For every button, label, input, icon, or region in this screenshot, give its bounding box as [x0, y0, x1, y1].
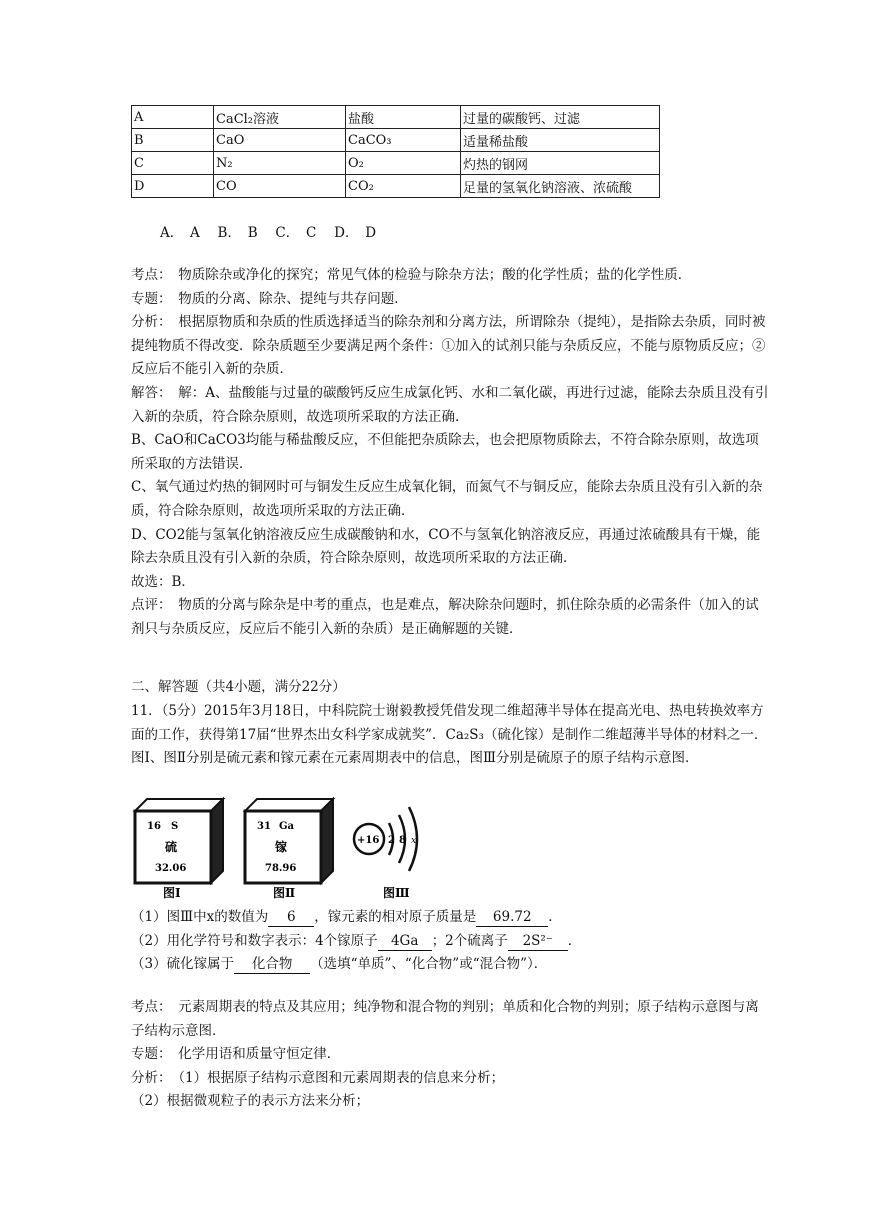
q11-zhuanti-text: 化学用语和质量守恒定律．	[178, 1046, 341, 1063]
q11-fenxi-label: 分析：	[131, 1069, 165, 1086]
p2-answer-1: 4Ga	[378, 932, 432, 951]
jieda-d-text: D、CO2能与氢氧化钠溶液反应生成碳酸钠和水，CO不与氢氧化钠溶液反应，再通过浓硫酸具有干燥，能除去杂质且没有引入新的杂质，符合除杂原则，故选项所采取的方法正确．	[131, 526, 761, 567]
fig3-shell-3: x	[411, 836, 417, 846]
fig3-caption: 图Ⅲ	[383, 886, 410, 900]
impurity-cell: CO₂	[346, 175, 461, 198]
p2-answer-2: 2S²⁻	[508, 932, 568, 951]
option-letter: A	[132, 106, 214, 129]
zhuanti-text: 物质的分离、除杂、提纯与共存问题．	[178, 290, 408, 307]
jieda-a-text: 解：A、盐酸能与过量的碳酸钙反应生成氯化钙、水和二氧化碳，再进行过滤，能除去杂质且没有引入新的杂质，符合除杂原则，故选项所采取的方法正确．	[131, 384, 769, 425]
q11-subquestions	[131, 906, 771, 977]
kaodian-label: 考点：	[131, 267, 165, 283]
option-letter: B	[132, 129, 214, 152]
answer-choices: A． A B． B C． C D． D	[160, 225, 377, 241]
p2-text-c: ．	[567, 932, 582, 949]
fenxi-text: 根据原物质和杂质的性质选择适当的除杂剂和分离方法，所谓除杂（提纯），是指除去杂质，同时被提纯物质不得改变．除杂质题至少要满足两个条件：①加入的试剂只能与杂质反应，不能与原物质反应；②反应后不能引入新的杂质．	[131, 314, 766, 378]
p2-text-b: ；2个硫离子	[431, 932, 508, 949]
q11-analysis	[131, 996, 771, 1114]
q11-formula: Ca₂S₃	[445, 726, 484, 743]
jieda-b-text: B、CaO和CaCO3均能与稀盐酸反应，不但能把杂质除去，也会把原物质除去，不符合除杂原则，故选项所采取的方法错误．	[131, 432, 759, 472]
q11-stem	[131, 700, 771, 771]
p1-text-c: ．	[548, 909, 562, 925]
method-cell: 适量稀盐酸	[461, 129, 660, 152]
figure-3-atom	[354, 807, 417, 871]
fig3-nucleus: +16	[357, 835, 380, 846]
q11-fenxi-1: （1）根据原子结构示意图和元素周期表的信息来分析；	[178, 1069, 505, 1086]
p3-text-b: （选填“单质”、“化合物”或“混合物”）．	[310, 956, 548, 973]
table-row	[132, 175, 660, 198]
impurity-cell: O₂	[346, 152, 461, 175]
fig2-symbol: Ga	[279, 821, 295, 832]
p3-text-a: （3）硫化镓属于	[131, 956, 235, 973]
fig1-mass: 32.06	[155, 863, 187, 874]
element-figures	[131, 793, 431, 903]
p1-text-a: （1）图Ⅲ中x的数值为	[131, 909, 269, 925]
section-heading: 二、解答题（共4小题，满分22分）	[131, 679, 346, 695]
fenxi-label: 分析：	[131, 314, 165, 331]
kaodian-text: 物质除杂或净化的探究；常见气体的检验与除杂方法；酸的化学性质；盐的化学性质．	[178, 267, 692, 283]
method-cell: 过量的碳酸钙、过滤	[461, 106, 660, 129]
fig2-number: 31	[257, 821, 271, 832]
fig1-name: 硫	[165, 840, 178, 854]
fig2-caption: 图Ⅱ	[273, 886, 296, 900]
p1-answer-2: 69.72	[476, 908, 548, 927]
option-letter: D	[132, 175, 214, 198]
q11-kaodian-label: 考点：	[131, 999, 165, 1015]
method-cell: 灼热的钢网	[461, 152, 660, 175]
option-letter: C	[132, 152, 214, 175]
jieda-c-text: C、氧气通过灼热的铜网时可与铜发生反应生成氧化铜，而氮气不与铜反应，能除去杂质且没有引入新的杂质，符合除杂原则，故选项所采取的方法正确．	[131, 479, 763, 519]
p3-answer: 化合物	[234, 955, 310, 974]
q11-zhuanti-label: 专题：	[131, 1046, 165, 1063]
options-table	[131, 105, 660, 198]
substance-cell: CaCl₂溶液	[214, 106, 346, 129]
fig3-shell-2: 8	[399, 835, 406, 846]
impurity-cell: 盐酸	[346, 106, 461, 129]
fig2-name: 镓	[275, 840, 288, 854]
fig1-symbol: S	[171, 821, 179, 832]
q10-analysis	[131, 264, 771, 642]
fig3-shell-1: 2	[388, 835, 395, 846]
method-cell: 足量的氢氧化钠溶液、浓硫酸	[461, 175, 660, 198]
substance-cell: CaO	[214, 129, 346, 152]
table-row	[132, 106, 660, 129]
table-row	[132, 152, 660, 175]
final-choice: 故选：B．	[131, 573, 195, 590]
q11-stem-a: 11．（5分）2015年3月18日，中科院院士谢毅教授凭借发现二维超薄半导体在提高光电、热电转换效率方面的工作，获得第17届“世界杰出女科学家成就奖”．	[131, 703, 764, 743]
element-figures-svg	[131, 793, 431, 903]
substance-cell: CO	[214, 175, 346, 198]
q11-fenxi-2: （2）根据微观粒子的表示方法来分析；	[131, 1093, 370, 1110]
table-row	[132, 129, 660, 152]
fig2-mass: 78.96	[265, 863, 297, 874]
fig1-number: 16	[147, 821, 161, 832]
jieda-label: 解答：	[131, 384, 165, 401]
q11-kaodian-text: 元素周期表的特点及其应用；纯净物和混合物的判别；单质和化合物的判别；原子结构示意图与离子结构示意图．	[131, 999, 759, 1039]
fig1-caption: 图Ⅰ	[163, 886, 181, 900]
p1-text-b: ，镓元素的相对原子质量是	[314, 909, 477, 925]
dianping-text: 物质的分离与除杂是中考的重点，也是难点，解决除杂问题时，抓住除杂质的必需条件（加入的试剂只与杂质反应，反应后不能引入新的杂质）是正确解题的关键．	[131, 597, 759, 637]
p1-answer-1: 6	[268, 908, 314, 927]
dianping-label: 点评：	[131, 597, 165, 614]
zhuanti-label: 专题：	[131, 290, 165, 307]
substance-cell: N₂	[214, 152, 346, 175]
figure-1-cube	[135, 799, 223, 883]
impurity-cell: CaCO₃	[346, 129, 461, 152]
figure-2-cube	[245, 799, 333, 883]
q11-stem-b: （硫化镓）是制作二维超薄半导体的材料之一．图Ⅰ、图Ⅱ分别是硫元素和镓元素在元素周期表中的信息，图Ⅲ分别是硫原子的原子结构示意图．	[131, 726, 768, 767]
p2-text-a: （2）用化学符号和数字表示：4个镓原子	[131, 932, 378, 949]
